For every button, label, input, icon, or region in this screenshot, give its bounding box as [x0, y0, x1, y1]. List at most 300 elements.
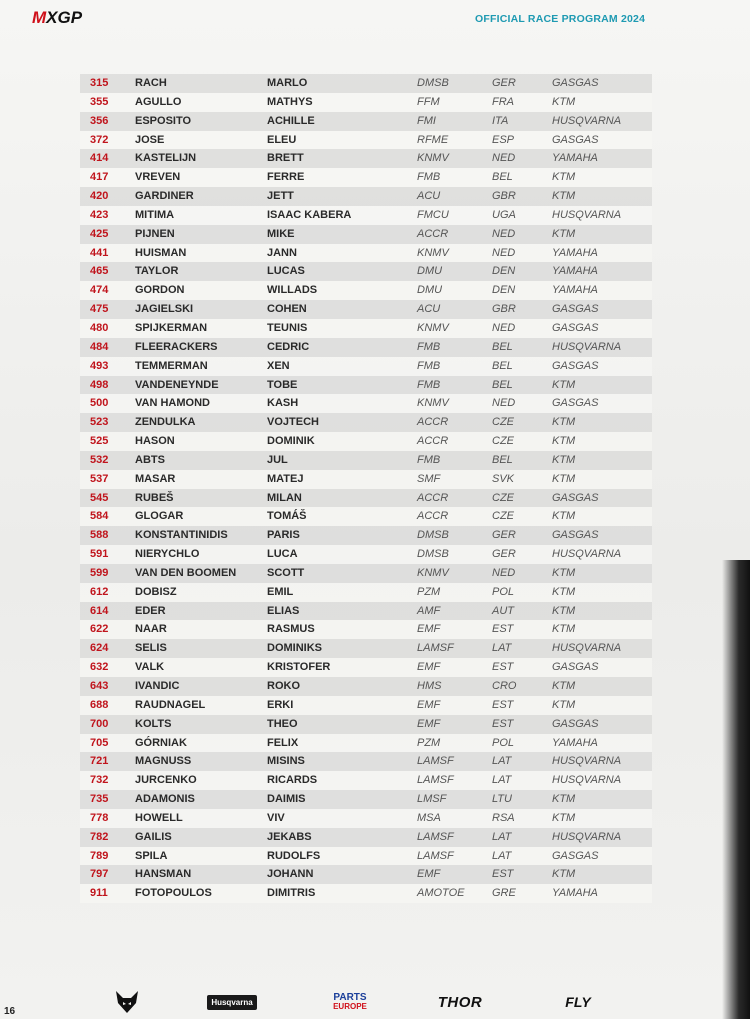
table-row [80, 564, 652, 583]
rider-first-name: RICARDS [267, 774, 318, 787]
rider-number: 465 [90, 265, 109, 278]
rider-federation: FMB [417, 171, 441, 184]
rider-last-name: GARDINER [135, 190, 194, 203]
rider-number: 789 [90, 849, 109, 862]
rider-nationality: BEL [492, 359, 513, 372]
rider-number: 355 [90, 95, 109, 108]
rider-federation: ACCR [417, 435, 449, 448]
rider-last-name: JURCENKO [135, 774, 197, 787]
rider-last-name: PIJNEN [135, 227, 175, 240]
rider-bike: KTM [552, 190, 576, 203]
rider-bike: GASGAS [552, 849, 599, 862]
rider-federation: ACU [417, 190, 441, 203]
rider-nationality: LAT [492, 755, 512, 768]
rider-last-name: GLOGAR [135, 510, 184, 523]
rider-nationality: NED [492, 321, 516, 334]
table-row [80, 658, 652, 677]
rider-number: 588 [90, 529, 109, 542]
rider-last-name: HUISMAN [135, 246, 187, 259]
rider-number: 441 [90, 246, 109, 259]
rider-first-name: TOBE [267, 378, 298, 391]
rider-bike: YAMAHA [552, 736, 598, 749]
rider-nationality: SVK [492, 472, 515, 485]
rider-nationality: GER [492, 77, 516, 89]
rider-bike: GASGAS [552, 303, 599, 316]
rider-federation: EMF [417, 868, 441, 881]
rider-first-name: JOHANN [267, 868, 314, 881]
rider-last-name: GORDON [135, 284, 185, 297]
rider-last-name: NAAR [135, 623, 167, 636]
rider-last-name: ABTS [135, 453, 165, 466]
table-row [80, 187, 652, 206]
rider-federation: EMF [417, 698, 441, 711]
table-row [80, 790, 652, 809]
table-row [80, 376, 652, 395]
table-row [80, 93, 652, 112]
rider-last-name: MASAR [135, 472, 176, 485]
rider-nationality: NED [492, 227, 516, 240]
rider-federation: FMCU [417, 208, 449, 221]
rider-federation: KNMV [417, 246, 449, 259]
rider-federation: EMF [417, 623, 441, 636]
rider-number: 315 [90, 77, 109, 89]
rider-first-name: MATEJ [267, 472, 304, 485]
program-title: OFFICIAL RACE PROGRAM 2024 [475, 13, 646, 25]
rider-first-name: ELIAS [267, 604, 300, 617]
table-row [80, 432, 652, 451]
rider-first-name: MILAN [267, 491, 302, 504]
rider-number: 537 [90, 472, 109, 485]
rider-first-name: LUCAS [267, 265, 305, 278]
rider-first-name: THEO [267, 717, 298, 730]
rider-first-name: PARIS [267, 529, 300, 542]
rider-nationality: DEN [492, 265, 516, 278]
rider-last-name: RUBEŠ [135, 491, 174, 504]
rider-nationality: ITA [492, 114, 509, 127]
rider-federation: LAMSF [417, 755, 454, 768]
rider-nationality: LAT [492, 830, 512, 843]
table-row [80, 809, 652, 828]
mxgp-logo: MXGP [32, 8, 83, 27]
rider-bike: KTM [552, 378, 576, 391]
rider-number: 425 [90, 227, 109, 240]
rider-number: 591 [90, 548, 109, 561]
table-row [80, 489, 652, 508]
rider-number: 545 [90, 491, 109, 504]
rider-nationality: EST [492, 717, 514, 730]
rider-number: 356 [90, 114, 109, 127]
rider-last-name: TEMMERMAN [135, 359, 208, 372]
rider-federation: ACCR [417, 416, 449, 429]
rider-last-name: HOWELL [135, 811, 183, 824]
rider-first-name: MATHYS [267, 95, 313, 108]
rider-bike: KTM [552, 623, 576, 636]
rider-bike: HUSQVARNA [552, 208, 622, 221]
rider-nationality: BEL [492, 453, 513, 466]
rider-nationality: NED [492, 566, 516, 579]
rider-bike: GASGAS [552, 529, 599, 542]
rider-last-name: GAILIS [135, 830, 172, 843]
rider-last-name: KOLTS [135, 717, 172, 730]
rider-nationality: LTU [492, 793, 512, 806]
rider-bike: KTM [552, 793, 576, 806]
rider-first-name: JUL [267, 453, 288, 466]
rider-first-name: LUCA [267, 548, 298, 561]
table-row [80, 847, 652, 866]
table-row [80, 752, 652, 771]
rider-last-name: JAGIELSKI [135, 303, 194, 316]
rider-first-name: FERRE [267, 171, 305, 184]
rider-nationality: EST [492, 868, 514, 881]
rider-first-name: KASH [267, 397, 299, 410]
rider-number: 911 [90, 887, 108, 900]
rider-bike: HUSQVARNA [552, 340, 622, 353]
rider-nationality: GRE [492, 887, 516, 900]
table-row [80, 677, 652, 696]
rider-number: 414 [90, 152, 109, 165]
rider-bike: KTM [552, 453, 576, 466]
rider-federation: DMU [417, 284, 443, 297]
rider-last-name: FLEERACKERS [135, 340, 218, 353]
table-row [80, 602, 652, 621]
rider-last-name: MITIMA [135, 208, 175, 221]
rider-bike: KTM [552, 416, 576, 429]
rider-number: 797 [90, 868, 109, 881]
rider-first-name: MIKE [267, 227, 295, 240]
rider-nationality: DEN [492, 284, 516, 297]
rider-number: 599 [90, 566, 109, 579]
table-row [80, 357, 652, 376]
rider-federation: HMS [417, 680, 442, 692]
rider-last-name: MAGNUSS [135, 755, 192, 768]
rider-first-name: DIMITRIS [267, 887, 316, 900]
rider-nationality: EST [492, 623, 514, 636]
table-row [80, 526, 652, 545]
thor-logo [432, 988, 488, 1016]
rider-number: 614 [90, 604, 109, 617]
rider-number: 500 [90, 397, 109, 410]
rider-federation: FMB [417, 340, 441, 353]
parts-europe-bottom-text: EUROPE [333, 1002, 367, 1011]
fly-racing-logo-text: FLY [565, 994, 591, 1010]
table-row [80, 206, 652, 225]
rider-federation: KNMV [417, 321, 449, 334]
rider-bike: HUSQVARNA [552, 755, 622, 768]
rider-last-name: RAUDNAGEL [135, 698, 206, 711]
rider-last-name: ESPOSITO [135, 114, 192, 127]
rider-nationality: LAT [492, 849, 512, 862]
rider-first-name: JEKABS [267, 830, 312, 843]
rider-first-name: MARLO [267, 77, 308, 89]
rider-last-name: VAN HAMOND [135, 397, 210, 410]
rider-first-name: ROKO [267, 680, 300, 692]
rider-last-name: JOSE [135, 133, 165, 146]
page-edge-shadow [722, 560, 750, 1019]
rider-federation: LAMSF [417, 849, 454, 862]
rider-last-name: VAN DEN BOOMEN [135, 566, 237, 579]
rider-bike: KTM [552, 868, 576, 881]
rider-nationality: NED [492, 397, 516, 410]
rider-federation: FMI [417, 114, 436, 127]
rider-nationality: CZE [492, 416, 514, 429]
rider-bike: GASGAS [552, 77, 599, 89]
rider-federation: ACCR [417, 491, 449, 504]
rider-bike: KTM [552, 604, 576, 617]
rider-first-name: DOMINIK [267, 435, 315, 448]
rider-first-name: VIV [267, 811, 285, 824]
rider-bike: GASGAS [552, 359, 599, 372]
rider-bike: KTM [552, 95, 576, 108]
rider-last-name: IVANDIC [135, 680, 180, 692]
rider-first-name: MISINS [267, 755, 305, 768]
table-row [80, 470, 652, 489]
table-row [80, 715, 652, 734]
rider-last-name: SELIS [135, 642, 167, 655]
rider-bike: KTM [552, 171, 576, 184]
rider-bike: KTM [552, 435, 576, 448]
rider-number: 622 [90, 623, 109, 636]
rider-federation: DMSB [417, 529, 449, 542]
rider-number: 632 [90, 661, 109, 674]
table-row [80, 734, 652, 753]
table-row [80, 620, 652, 639]
rider-number: 735 [90, 793, 109, 806]
rider-federation: DMSB [417, 548, 449, 561]
rider-bike: YAMAHA [552, 246, 598, 259]
rider-last-name: SPILA [135, 849, 168, 862]
rider-federation: PZM [417, 736, 441, 749]
rider-first-name: COHEN [267, 303, 307, 316]
table-row [80, 225, 652, 244]
husqvarna-logo [198, 988, 266, 1016]
rider-federation: EMF [417, 717, 441, 730]
rider-nationality: GER [492, 548, 516, 561]
rider-nationality: CZE [492, 491, 514, 504]
rider-number: 525 [90, 435, 109, 448]
rider-nationality: GBR [492, 190, 516, 203]
page-number: 16 [4, 1006, 16, 1017]
rider-nationality: UGA [492, 208, 516, 221]
table-row [80, 168, 652, 187]
rider-number: 475 [90, 303, 109, 316]
rider-federation: AMOTOE [417, 887, 465, 900]
table-row [80, 696, 652, 715]
rider-first-name: ERKI [267, 698, 294, 711]
rider-first-name: DOMINIKS [267, 642, 322, 655]
rider-last-name: KONSTANTINIDIS [135, 529, 228, 542]
table-row [80, 74, 652, 93]
table-row [80, 149, 652, 168]
rider-bike: GASGAS [552, 397, 599, 410]
rider-bike: GASGAS [552, 321, 599, 334]
rider-number: 484 [90, 340, 109, 353]
rider-nationality: LAT [492, 642, 512, 655]
rider-federation: ACU [417, 303, 441, 316]
rider-number: 700 [90, 717, 109, 730]
rider-federation: RFME [417, 133, 449, 146]
rider-first-name: TOMÁŠ [267, 510, 307, 523]
rider-last-name: DOBISZ [135, 585, 177, 598]
rider-last-name: VANDENEYNDE [135, 378, 219, 391]
rider-nationality: FRA [492, 95, 514, 108]
table-row [80, 828, 652, 847]
rider-last-name: TAYLOR [135, 265, 179, 278]
rider-bike: HUSQVARNA [552, 774, 622, 787]
rider-bike: GASGAS [552, 133, 599, 146]
rider-number: 778 [90, 811, 109, 824]
table-row [80, 413, 652, 432]
rider-federation: KNMV [417, 397, 449, 410]
rider-nationality: CZE [492, 510, 514, 523]
rider-table [80, 74, 652, 903]
table-row [80, 545, 652, 564]
rider-first-name: WILLADS [267, 284, 318, 297]
rider-first-name: VOJTECH [267, 416, 319, 429]
rider-federation: KNMV [417, 566, 449, 579]
rider-last-name: RACH [135, 77, 167, 89]
rider-number: 782 [90, 830, 109, 843]
rider-last-name: GÓRNIAK [135, 736, 187, 749]
rider-number: 493 [90, 359, 109, 372]
rider-federation: SMF [417, 472, 441, 485]
rider-bike: HUSQVARNA [552, 830, 622, 843]
rider-number: 423 [90, 208, 109, 221]
rider-first-name: JETT [267, 190, 294, 203]
rider-bike: KTM [552, 680, 576, 692]
rider-federation: DMU [417, 265, 443, 278]
rider-bike: KTM [552, 585, 576, 598]
table-row [80, 451, 652, 470]
rider-federation: AMF [417, 604, 441, 617]
rider-nationality: NED [492, 246, 516, 259]
rider-number: 584 [90, 510, 109, 523]
rider-bike: KTM [552, 510, 576, 523]
rider-nationality: BEL [492, 340, 513, 353]
table-row [80, 338, 652, 357]
table-row [80, 112, 652, 131]
rider-first-name: SCOTT [267, 566, 305, 579]
rider-number: 732 [90, 774, 109, 787]
table-row [80, 244, 652, 263]
rider-first-name: BRETT [267, 152, 304, 165]
rider-number: 417 [90, 171, 109, 184]
rider-federation: EMF [417, 661, 441, 674]
rider-bike: GASGAS [552, 717, 599, 730]
rider-nationality: CZE [492, 435, 514, 448]
rider-nationality: CRO [492, 680, 517, 692]
rider-nationality: GBR [492, 303, 516, 316]
table-row [80, 771, 652, 790]
table-row [80, 639, 652, 658]
rider-number: 480 [90, 321, 109, 334]
rider-first-name: CEDRIC [267, 340, 310, 353]
rider-number: 624 [90, 642, 109, 655]
rider-last-name: AGULLO [135, 95, 182, 108]
rider-bike: YAMAHA [552, 152, 598, 165]
thor-logo-text: THOR [437, 993, 483, 1011]
rider-first-name: RASMUS [267, 623, 315, 636]
rider-nationality: NED [492, 152, 516, 165]
rider-first-name: ELEU [267, 133, 297, 146]
rider-first-name: RUDOLFS [267, 849, 321, 862]
rider-bike: KTM [552, 698, 576, 711]
table-row [80, 262, 652, 281]
rider-federation: LAMSF [417, 642, 454, 655]
rider-last-name: FOTOPOULOS [135, 887, 212, 900]
rider-number: 523 [90, 416, 109, 429]
rider-bike: HUSQVARNA [552, 548, 622, 561]
rider-last-name: VALK [135, 661, 165, 674]
rider-first-name: XEN [267, 359, 290, 372]
rider-bike: HUSQVARNA [552, 114, 622, 127]
fox-logo [112, 988, 142, 1016]
rider-nationality: BEL [492, 378, 513, 391]
rider-federation: LAMSF [417, 774, 454, 787]
rider-bike: KTM [552, 811, 576, 824]
rider-bike: GASGAS [552, 491, 599, 504]
rider-last-name: HANSMAN [135, 868, 192, 881]
rider-last-name: SPIJKERMAN [135, 321, 208, 334]
rider-bike: YAMAHA [552, 284, 598, 297]
husqvarna-logo-text: Husqvarna [207, 995, 256, 1010]
rider-nationality: GER [492, 529, 516, 542]
rider-last-name: EDER [135, 604, 166, 617]
rider-first-name: ISAAC KABERA [267, 208, 352, 221]
rider-number: 532 [90, 453, 109, 466]
rider-number: 372 [90, 133, 109, 146]
rider-nationality: BEL [492, 171, 513, 184]
rider-federation: DMSB [417, 77, 449, 89]
rider-federation: ACCR [417, 227, 449, 240]
rider-number: 705 [90, 736, 109, 749]
rider-federation: PZM [417, 585, 441, 598]
rider-number: 688 [90, 698, 109, 711]
rider-bike: YAMAHA [552, 265, 598, 278]
rider-number: 498 [90, 378, 109, 391]
rider-federation: LMSF [417, 793, 447, 806]
rider-last-name: VREVEN [135, 171, 181, 184]
rider-first-name: JANN [267, 246, 297, 259]
table-row [80, 319, 652, 338]
rider-first-name: FELIX [267, 736, 299, 749]
table-row [80, 865, 652, 884]
rider-last-name: ADAMONIS [135, 793, 195, 806]
fly-racing-logo [545, 988, 611, 1016]
rider-federation: FFM [417, 95, 440, 108]
rider-federation: KNMV [417, 152, 449, 165]
table-row [80, 300, 652, 319]
rider-number: 643 [90, 680, 109, 692]
rider-nationality: RSA [492, 811, 515, 824]
fox-head-icon [114, 989, 140, 1015]
rider-bike: KTM [552, 566, 576, 579]
rider-nationality: EST [492, 698, 514, 711]
rider-last-name: KASTELIJN [135, 152, 197, 165]
table-row [80, 281, 652, 300]
rider-first-name: DAIMIS [267, 793, 306, 806]
rider-nationality: EST [492, 661, 514, 674]
rider-federation: MSA [417, 811, 441, 824]
rider-federation: FMB [417, 453, 441, 466]
rider-nationality: POL [492, 736, 515, 749]
rider-bike: KTM [552, 227, 576, 240]
rider-last-name: HASON [135, 435, 175, 448]
table-row [80, 507, 652, 526]
rider-first-name: TEUNIS [267, 321, 308, 334]
rider-number: 612 [90, 585, 109, 598]
rider-first-name: KRISTOFER [267, 661, 331, 674]
rider-number: 721 [90, 755, 109, 768]
